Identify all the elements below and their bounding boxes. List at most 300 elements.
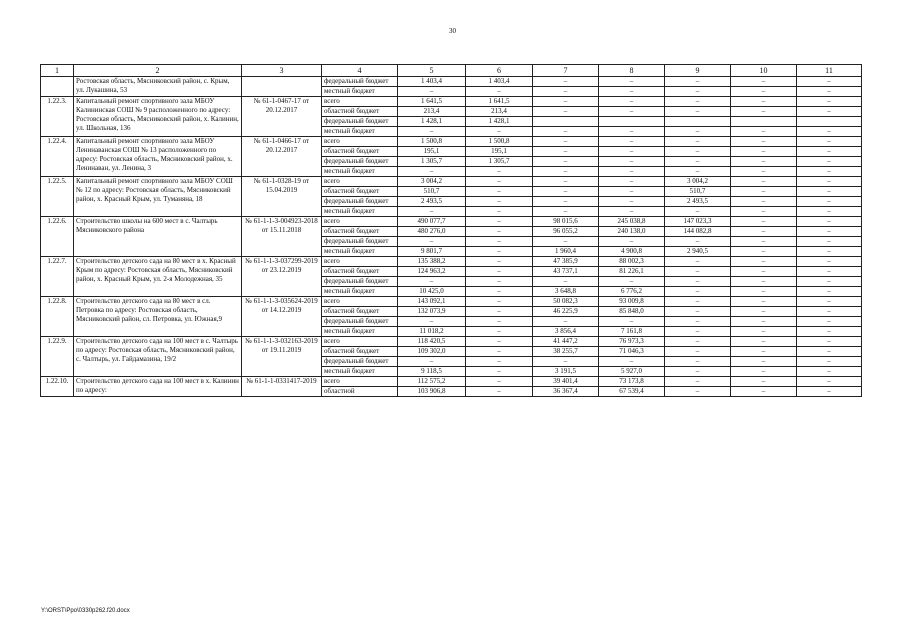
- amount-cell: –: [665, 337, 731, 347]
- amount-cell: 490 077,7: [398, 217, 466, 227]
- item-number: 1.22.7.: [41, 257, 74, 297]
- amount-cell: –: [398, 127, 466, 137]
- amount-cell: –: [665, 127, 731, 137]
- amount-cell: –: [731, 227, 797, 237]
- table-row: [41, 257, 862, 267]
- amount-cell: –: [599, 207, 665, 217]
- amount-cell: –: [599, 357, 665, 367]
- amount-cell: –: [533, 127, 599, 137]
- amount-cell: –: [466, 337, 533, 347]
- amount-cell: –: [665, 257, 731, 267]
- amount-cell: 124 963,2: [398, 267, 466, 277]
- amount-cell: 135 388,2: [398, 257, 466, 267]
- amount-cell: –: [731, 217, 797, 227]
- amount-cell: –: [665, 107, 731, 117]
- document-number: № 61-1-1-3-037299-2019 от 23.12.2019: [242, 257, 322, 297]
- document-number: № 61-1-1-3-032163-2019 от 19.11.2019: [242, 337, 322, 377]
- amount-cell: –: [731, 177, 797, 187]
- amount-cell: 9 801,7: [398, 247, 466, 257]
- amount-cell: –: [731, 187, 797, 197]
- amount-cell: –: [797, 247, 862, 257]
- budget-type: местный бюджет: [322, 287, 398, 297]
- amount-cell: 118 420,5: [398, 337, 466, 347]
- amount-cell: –: [797, 197, 862, 207]
- amount-cell: –: [398, 237, 466, 247]
- amount-cell: –: [599, 107, 665, 117]
- amount-cell: –: [533, 357, 599, 367]
- budget-type: областной бюджет: [322, 187, 398, 197]
- amount-cell: 73 173,8: [599, 377, 665, 387]
- amount-cell: –: [731, 367, 797, 377]
- amount-cell: 144 082,8: [665, 227, 731, 237]
- amount-cell: 480 276,0: [398, 227, 466, 237]
- amount-cell: –: [797, 227, 862, 237]
- budget-type: областной бюджет: [322, 347, 398, 357]
- amount-cell: –: [398, 167, 466, 177]
- amount-cell: –: [731, 77, 797, 87]
- header-cell: 9: [665, 65, 731, 77]
- amount-cell: 3 004,2: [665, 177, 731, 187]
- amount-cell: –: [466, 377, 533, 387]
- item-number: [41, 77, 74, 97]
- amount-cell: –: [797, 177, 862, 187]
- budget-type: федеральный бюджет: [322, 157, 398, 167]
- header-cell: 3: [242, 65, 322, 77]
- amount-cell: –: [599, 127, 665, 137]
- budget-type: местный бюджет: [322, 207, 398, 217]
- amount-cell: –: [665, 77, 731, 87]
- budget-type: всего: [322, 217, 398, 227]
- amount-cell: –: [731, 207, 797, 217]
- amount-cell: –: [466, 227, 533, 237]
- file-path-footer: Y:\ORST\Ppo\0330p262.f20.docx: [41, 608, 130, 614]
- item-name: Ростовская область, Мясниковский район, с. Крым, ул. Лукашина, 53: [74, 77, 242, 97]
- table-body: [41, 77, 862, 397]
- table-row: [41, 77, 862, 87]
- document-number: № 61-1-0467-17 от 20.12.2017: [242, 97, 322, 137]
- amount-cell: –: [665, 167, 731, 177]
- amount-cell: 71 046,3: [599, 347, 665, 357]
- amount-cell: –: [599, 137, 665, 147]
- amount-cell: –: [731, 87, 797, 97]
- amount-cell: –: [533, 277, 599, 287]
- amount-cell: –: [797, 257, 862, 267]
- amount-cell: –: [665, 157, 731, 167]
- item-number: 1.22.6.: [41, 217, 74, 257]
- budget-type: местный бюджет: [322, 127, 398, 137]
- table-row: [41, 97, 862, 107]
- amount-cell: –: [797, 357, 862, 367]
- table-row: [41, 377, 862, 387]
- amount-cell: –: [731, 147, 797, 157]
- amount-cell: –: [731, 267, 797, 277]
- header-cell: 4: [322, 65, 398, 77]
- amount-cell: –: [533, 147, 599, 157]
- item-number: 1.22.9.: [41, 337, 74, 377]
- amount-cell: –: [533, 77, 599, 87]
- budget-type: местный бюджет: [322, 367, 398, 377]
- amount-cell: 143 092,1: [398, 297, 466, 307]
- budget-type: федеральный бюджет: [322, 317, 398, 327]
- amount-cell: –: [665, 237, 731, 247]
- amount-cell: –: [797, 107, 862, 117]
- header-cell: 8: [599, 65, 665, 77]
- header-cell: 6: [466, 65, 533, 77]
- amount-cell: 1 403,4: [398, 77, 466, 87]
- amount-cell: –: [665, 287, 731, 297]
- amount-cell: 6 776,2: [599, 287, 665, 297]
- budget-type: всего: [322, 337, 398, 347]
- amount-cell: –: [398, 277, 466, 287]
- amount-cell: –: [599, 197, 665, 207]
- item-name: Строительство школы на 600 мест в с. Чалтырь Мясниковского района: [74, 217, 242, 257]
- amount-cell: –: [797, 377, 862, 387]
- amount-cell: –: [533, 107, 599, 117]
- amount-cell: –: [533, 97, 599, 107]
- amount-cell: –: [797, 367, 862, 377]
- amount-cell: –: [466, 297, 533, 307]
- amount-cell: –: [398, 207, 466, 217]
- amount-cell: –: [599, 167, 665, 177]
- item-number: 1.22.5.: [41, 177, 74, 217]
- item-name: Строительство детского сада на 80 мест в х. Красный Крым по адресу: Ростовская область, Мясниковский район, х. Красный Крым, ул. 2-я Молодежная, 35: [74, 257, 242, 297]
- header-cell: 5: [398, 65, 466, 77]
- amount-cell: –: [665, 277, 731, 287]
- amount-cell: –: [599, 177, 665, 187]
- item-number: 1.22.4.: [41, 137, 74, 177]
- item-name: Строительство детского сада на 80 мест в сл. Петровка по адресу: Ростовская область, Мясниковский район, сл. Петровка, ул. Южная,9: [74, 297, 242, 337]
- amount-cell: –: [665, 97, 731, 107]
- amount-cell: 85 848,0: [599, 307, 665, 317]
- amount-cell: –: [797, 87, 862, 97]
- amount-cell: 2 940,5: [665, 247, 731, 257]
- document-number: № 61-1-0328-19 от 15.04.2019: [242, 177, 322, 217]
- amount-cell: –: [665, 137, 731, 147]
- amount-cell: [797, 117, 862, 127]
- amount-cell: 1 428,1: [466, 117, 533, 127]
- amount-cell: –: [533, 187, 599, 197]
- amount-cell: 2 493,5: [665, 197, 731, 207]
- amount-cell: –: [731, 297, 797, 307]
- amount-cell: –: [533, 237, 599, 247]
- budget-type: федеральный бюджет: [322, 357, 398, 367]
- budget-type: местный бюджет: [322, 247, 398, 257]
- item-name: Строительство детского сада на 100 мест в с. Чалтырь по адресу: Ростовская область, Мясниковский район, с. Чалтырь, ул. Гайдамазина, 19/2: [74, 337, 242, 377]
- amount-cell: 1 305,7: [466, 157, 533, 167]
- amount-cell: –: [665, 297, 731, 307]
- budget-type: всего: [322, 137, 398, 147]
- budget-type: всего: [322, 177, 398, 187]
- amount-cell: –: [797, 167, 862, 177]
- amount-cell: –: [665, 267, 731, 277]
- budget-type: всего: [322, 377, 398, 387]
- amount-cell: –: [665, 367, 731, 377]
- table-row: [41, 137, 862, 147]
- header-row: [41, 65, 862, 77]
- amount-cell: –: [599, 157, 665, 167]
- item-name: Капитальный ремонт спортивного зала МБОУ Ленинаванская СОШ № 13 расположенного по адресу: Ростовская область, Мясниковский район, х. Ленинаван, ул. Ленина, 3: [74, 137, 242, 177]
- amount-cell: –: [466, 347, 533, 357]
- amount-cell: –: [398, 87, 466, 97]
- amount-cell: –: [665, 207, 731, 217]
- amount-cell: 109 302,0: [398, 347, 466, 357]
- amount-cell: –: [731, 197, 797, 207]
- header-cell: 10: [731, 65, 797, 77]
- amount-cell: 1 403,4: [466, 77, 533, 87]
- amount-cell: –: [797, 297, 862, 307]
- amount-cell: –: [731, 257, 797, 267]
- amount-cell: –: [665, 147, 731, 157]
- amount-cell: 76 973,3: [599, 337, 665, 347]
- amount-cell: –: [665, 357, 731, 367]
- amount-cell: –: [731, 347, 797, 357]
- amount-cell: 10 425,0: [398, 287, 466, 297]
- amount-cell: 213,4: [466, 107, 533, 117]
- amount-cell: –: [731, 307, 797, 317]
- amount-cell: –: [797, 287, 862, 297]
- budget-type: областной бюджет: [322, 267, 398, 277]
- table-row: [41, 297, 862, 307]
- amount-cell: –: [797, 207, 862, 217]
- amount-cell: 1 960,4: [533, 247, 599, 257]
- amount-cell: –: [797, 307, 862, 317]
- header-cell: 7: [533, 65, 599, 77]
- amount-cell: –: [398, 357, 466, 367]
- amount-cell: 245 038,8: [599, 217, 665, 227]
- amount-cell: 96 055,2: [533, 227, 599, 237]
- amount-cell: 195,1: [466, 147, 533, 157]
- amount-cell: –: [533, 197, 599, 207]
- amount-cell: –: [599, 187, 665, 197]
- amount-cell: –: [731, 337, 797, 347]
- amount-cell: –: [466, 357, 533, 367]
- amount-cell: [599, 117, 665, 127]
- amount-cell: –: [797, 77, 862, 87]
- amount-cell: –: [731, 97, 797, 107]
- table-row: [41, 177, 862, 187]
- amount-cell: –: [466, 167, 533, 177]
- amount-cell: –: [731, 277, 797, 287]
- amount-cell: –: [533, 317, 599, 327]
- amount-cell: –: [599, 97, 665, 107]
- amount-cell: –: [466, 87, 533, 97]
- amount-cell: –: [797, 317, 862, 327]
- amount-cell: 147 023,3: [665, 217, 731, 227]
- amount-cell: –: [731, 287, 797, 297]
- amount-cell: 510,7: [665, 187, 731, 197]
- budget-type: всего: [322, 297, 398, 307]
- amount-cell: 1 500,8: [466, 137, 533, 147]
- amount-cell: 510,7: [398, 187, 466, 197]
- budget-type: областной: [322, 387, 398, 397]
- amount-cell: –: [599, 277, 665, 287]
- amount-cell: 38 255,7: [533, 347, 599, 357]
- amount-cell: –: [731, 157, 797, 167]
- budget-type: областной бюджет: [322, 227, 398, 237]
- amount-cell: [533, 117, 599, 127]
- amount-cell: 240 138,0: [599, 227, 665, 237]
- document-number: № 61-1-1-0331417-2019: [242, 377, 322, 397]
- amount-cell: –: [731, 237, 797, 247]
- amount-cell: –: [797, 97, 862, 107]
- amount-cell: 81 226,1: [599, 267, 665, 277]
- item-name: Строительство детского сада на 100 мест в х. Калинин по адресу:: [74, 377, 242, 397]
- item-number: 1.22.3.: [41, 97, 74, 137]
- amount-cell: –: [599, 237, 665, 247]
- budget-type: областной бюджет: [322, 307, 398, 317]
- amount-cell: –: [466, 197, 533, 207]
- item-name: Капитальный ремонт спортивного зала МБОУ Калининская СОШ № 9 расположенного по адресу: Ростовская область, Мясниковский район, х. Калинин, ул. Школьная, 136: [74, 97, 242, 137]
- amount-cell: –: [466, 277, 533, 287]
- amount-cell: 4 900,8: [599, 247, 665, 257]
- amount-cell: –: [797, 337, 862, 347]
- amount-cell: [731, 117, 797, 127]
- amount-cell: –: [466, 327, 533, 337]
- amount-cell: –: [797, 347, 862, 357]
- amount-cell: –: [599, 317, 665, 327]
- amount-cell: –: [599, 87, 665, 97]
- amount-cell: 195,1: [398, 147, 466, 157]
- amount-cell: 213,4: [398, 107, 466, 117]
- amount-cell: –: [731, 107, 797, 117]
- amount-cell: –: [533, 207, 599, 217]
- budget-type: местный бюджет: [322, 167, 398, 177]
- budget-type: местный бюджет: [322, 327, 398, 337]
- amount-cell: –: [797, 187, 862, 197]
- budget-type: федеральный бюджет: [322, 197, 398, 207]
- amount-cell: 93 009,8: [599, 297, 665, 307]
- amount-cell: 1 428,1: [398, 117, 466, 127]
- amount-cell: –: [466, 207, 533, 217]
- amount-cell: 1 641,5: [398, 97, 466, 107]
- amount-cell: 50 082,3: [533, 297, 599, 307]
- amount-cell: 3 191,5: [533, 367, 599, 377]
- amount-cell: 39 401,4: [533, 377, 599, 387]
- amount-cell: –: [797, 147, 862, 157]
- amount-cell: 3 648,8: [533, 287, 599, 297]
- amount-cell: –: [731, 377, 797, 387]
- amount-cell: 2 493,5: [398, 197, 466, 207]
- amount-cell: –: [797, 127, 862, 137]
- amount-cell: 3 856,4: [533, 327, 599, 337]
- budget-type: областной бюджет: [322, 147, 398, 157]
- amount-cell: –: [466, 177, 533, 187]
- amount-cell: 9 118,5: [398, 367, 466, 377]
- amount-cell: 36 367,4: [533, 387, 599, 397]
- amount-cell: –: [466, 387, 533, 397]
- amount-cell: 132 073,9: [398, 307, 466, 317]
- amount-cell: –: [797, 157, 862, 167]
- amount-cell: –: [731, 317, 797, 327]
- amount-cell: –: [797, 327, 862, 337]
- amount-cell: 1 641,5: [466, 97, 533, 107]
- page-number: 30: [449, 27, 456, 35]
- amount-cell: –: [665, 87, 731, 97]
- amount-cell: –: [533, 137, 599, 147]
- budget-table: [40, 64, 862, 397]
- budget-type: федеральный бюджет: [322, 77, 398, 87]
- document-number: [242, 77, 322, 97]
- amount-cell: –: [466, 257, 533, 267]
- amount-cell: –: [731, 357, 797, 367]
- amount-cell: 1 305,7: [398, 157, 466, 167]
- amount-cell: –: [731, 127, 797, 137]
- amount-cell: –: [731, 167, 797, 177]
- amount-cell: 41 447,2: [533, 337, 599, 347]
- amount-cell: 1 500,8: [398, 137, 466, 147]
- amount-cell: –: [533, 177, 599, 187]
- amount-cell: –: [466, 367, 533, 377]
- amount-cell: –: [533, 157, 599, 167]
- amount-cell: 98 015,6: [533, 217, 599, 227]
- budget-type: федеральный бюджет: [322, 277, 398, 287]
- budget-type: всего: [322, 97, 398, 107]
- document-number: № 61-1-1-3-004923-2018 от 15.11.2018: [242, 217, 322, 257]
- amount-cell: –: [797, 267, 862, 277]
- amount-cell: –: [665, 327, 731, 337]
- amount-cell: –: [797, 237, 862, 247]
- amount-cell: –: [665, 317, 731, 327]
- header-cell: 2: [74, 65, 242, 77]
- amount-cell: 88 002,3: [599, 257, 665, 267]
- amount-cell: –: [665, 347, 731, 357]
- amount-cell: –: [797, 387, 862, 397]
- amount-cell: –: [466, 187, 533, 197]
- amount-cell: –: [466, 267, 533, 277]
- amount-cell: –: [466, 217, 533, 227]
- document-number: № 61-1-0466-17 от 20.12.2017: [242, 137, 322, 177]
- document-number: № 61-1-1-3-035624-2019 от 14.12.2019: [242, 297, 322, 337]
- amount-cell: –: [731, 137, 797, 147]
- amount-cell: –: [599, 77, 665, 87]
- amount-cell: 67 539,4: [599, 387, 665, 397]
- amount-cell: 5 927,0: [599, 367, 665, 377]
- table-row: [41, 337, 862, 347]
- amount-cell: 103 906,8: [398, 387, 466, 397]
- amount-cell: –: [797, 217, 862, 227]
- amount-cell: –: [731, 327, 797, 337]
- amount-cell: –: [665, 377, 731, 387]
- item-number: 1.22.10.: [41, 377, 74, 397]
- amount-cell: –: [533, 167, 599, 177]
- header-cell: 11: [797, 65, 862, 77]
- table-row: [41, 217, 862, 227]
- amount-cell: –: [533, 87, 599, 97]
- amount-cell: –: [665, 387, 731, 397]
- item-number: 1.22.8.: [41, 297, 74, 337]
- amount-cell: –: [466, 287, 533, 297]
- amount-cell: –: [731, 387, 797, 397]
- amount-cell: –: [466, 317, 533, 327]
- item-name: Капитальный ремонт спортивного зала МБОУ СОШ № 12 по адресу: Ростовская область, Мясниковский район, х. Красный Крым, ул. Туманяна, 18: [74, 177, 242, 217]
- amount-cell: 112 575,2: [398, 377, 466, 387]
- budget-type: всего: [322, 257, 398, 267]
- budget-type: местный бюджет: [322, 87, 398, 97]
- amount-cell: 46 225,9: [533, 307, 599, 317]
- amount-cell: –: [466, 127, 533, 137]
- amount-cell: –: [466, 307, 533, 317]
- amount-cell: –: [731, 247, 797, 257]
- budget-type: федеральный бюджет: [322, 117, 398, 127]
- amount-cell: 7 161,8: [599, 327, 665, 337]
- amount-cell: 11 018,2: [398, 327, 466, 337]
- amount-cell: –: [398, 317, 466, 327]
- amount-cell: –: [665, 307, 731, 317]
- amount-cell: –: [466, 247, 533, 257]
- budget-type: областной бюджет: [322, 107, 398, 117]
- amount-cell: 3 004,2: [398, 177, 466, 187]
- amount-cell: –: [466, 237, 533, 247]
